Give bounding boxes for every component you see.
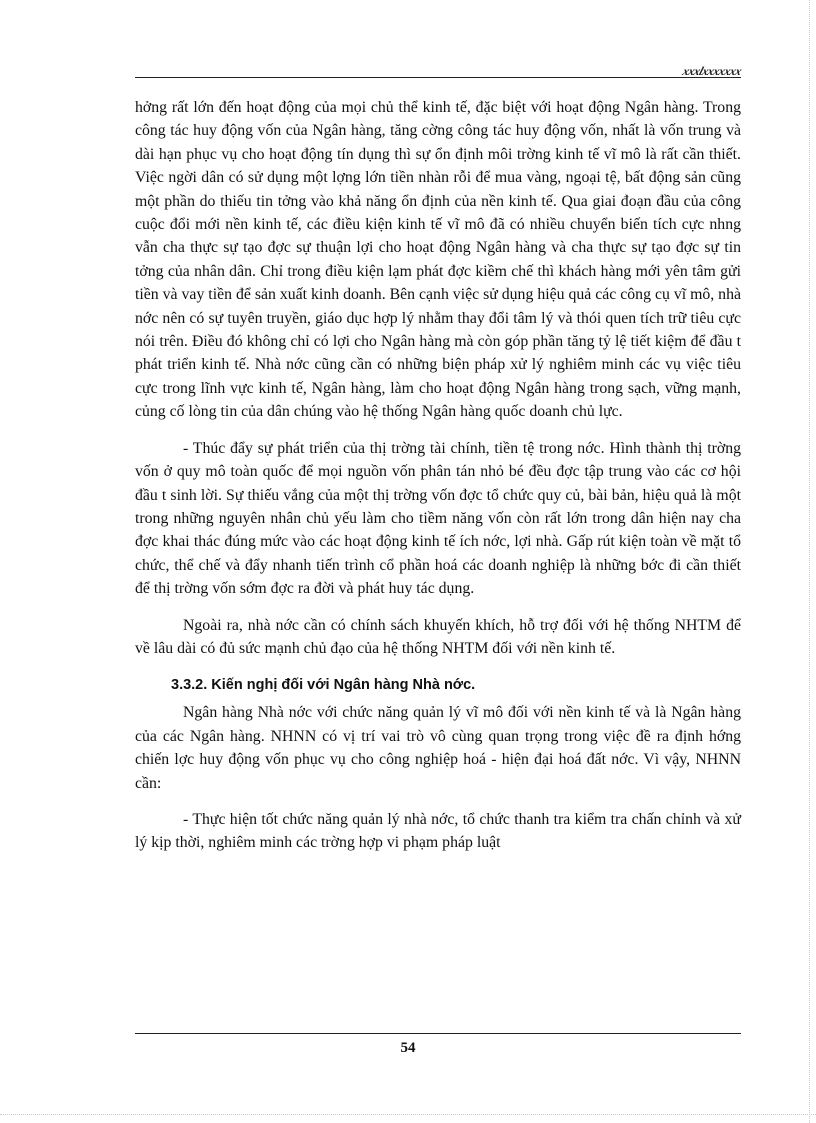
page-body — [135, 96, 741, 855]
paragraph-3: Ngoài ra, nhà nớc cần có chính sách khuyến khích, hỗ trợ đối với hệ thống NHTM để về lâu dài có đủ sức mạnh chủ đạo của hệ thống NHTM đối với nền kinh tế. — [135, 616, 741, 657]
paragraph-4: Ngân hàng Nhà nớc với chức năng quản lý vĩ mô đối với nền kinh tế và là Ngân hàng của các Ngân hàng. NHNN có vị trí vai trò vô cùng quan trọng trong việc đề ra định hớng chiến lợc huy động vốn phục vụ cho công nghiệp hoá - hiện đại hoá đất nớc. Vì vậy, NHNN cần: — [135, 704, 741, 792]
header-rule — [135, 77, 741, 78]
footer-rule — [135, 1033, 741, 1034]
page-edge-bottom — [0, 1114, 816, 1115]
paragraph-5: - Thực hiện tốt chức năng quản lý nhà nớc, tổ chức thanh tra kiểm tra chấn chỉnh và xử lý kịp thời, nghiêm minh các trờng hợp vi phạm pháp luật — [135, 810, 741, 852]
page-number: 54 — [400, 1040, 416, 1056]
header-mark: xxxlxxxxxxx — [681, 64, 744, 78]
paragraph-1: hởng rất lớn đến hoạt động của mọi chủ thể kinh tế, đặc biệt với hoạt động Ngân hàng. Trong công tác huy động vốn của Ngân hàng, tăng cờng công tác huy động vốn, nhất là vốn trung và dài hạn phục vụ cho hoạt động tín dụng thì sự ổn định môi trờng kinh tế vĩ mô là rất cần thiết. Việc ngời dân có sử dụng một lợng lớn tiền nhàn rỗi để mua vàng, ngoại tệ, bất động sản cũng một phần do thiếu tin tởng vào khả năng ổn định của nền kinh tế. Qua giai đoạn đầu của công cuộc đổi mới nền kinh tế, các điều kiện kinh tế vĩ mô đã có nhiều chuyển biến tích cực nhng vẫn cha thực sự tạo đợc sự thuận lợi cho hoạt động Ngân hàng và cha thực sự tạo đợc sự tin tởng của nhân dân. Chỉ trong điều kiện lạm phát đợc kiềm chế thì khách hàng mới yên tâm gửi tiền và vay tiền để sản xuất kinh doanh. Bên cạnh việc sử dụng hiệu quả các công cụ vĩ mô, nhà nớc nên có sự tuyên truyền, giáo dục hợp lý nhằm thay đổi tâm lý và thói quen tích trữ tiêu cực nói trên. Điều đó không chỉ có lợi cho Ngân hàng mà còn góp phần tăng tỷ lệ tiết kiệm để đầu t phát triển kinh tế. Nhà nớc cũng cần có những biện pháp xử lý nghiêm minh các vụ việc tiêu cực trong lĩnh vực kinh tế, Ngân hàng, làm cho hoạt động Ngân hàng trong sạch, vững mạnh, củng cố lòng tin của dân chúng vào hệ thống Ngân hàng quốc doanh chủ lực. — [135, 99, 741, 421]
section-heading: 3.3.2. Kiến nghị đối với Ngân hàng Nhà nớc. — [171, 677, 476, 694]
page-edge-right — [809, 0, 810, 1123]
paragraph-2: - Thúc đẩy sự phát triển của thị trờng tài chính, tiền tệ trong nớc. Hình thành thị trờng vốn ở quy mô toàn quốc để mọi nguồn vốn phân tán nhỏ bé đều đợc tập trung vào các cơ hội đầu t sinh lời. Sự thiếu vắng của một thị trờng vốn đợc tổ chức quy củ, bài bản, hiệu quả là một trong những nguyên nhân chủ yếu làm cho tiềm năng vốn còn rất lớn trong dân hiện nay cha đợc khai thác đúng mức vào các hoạt động kinh tế ích nớc, lợi nhà. Gấp rút kiện toàn về mặt tổ chức, thể chế và đẩy nhanh tiến trình cổ phần hoá các doanh nghiệp là những bớc đi cần thiết để thị trờng vốn sớm đợc ra đời và phát huy tác dụng. — [135, 439, 741, 598]
